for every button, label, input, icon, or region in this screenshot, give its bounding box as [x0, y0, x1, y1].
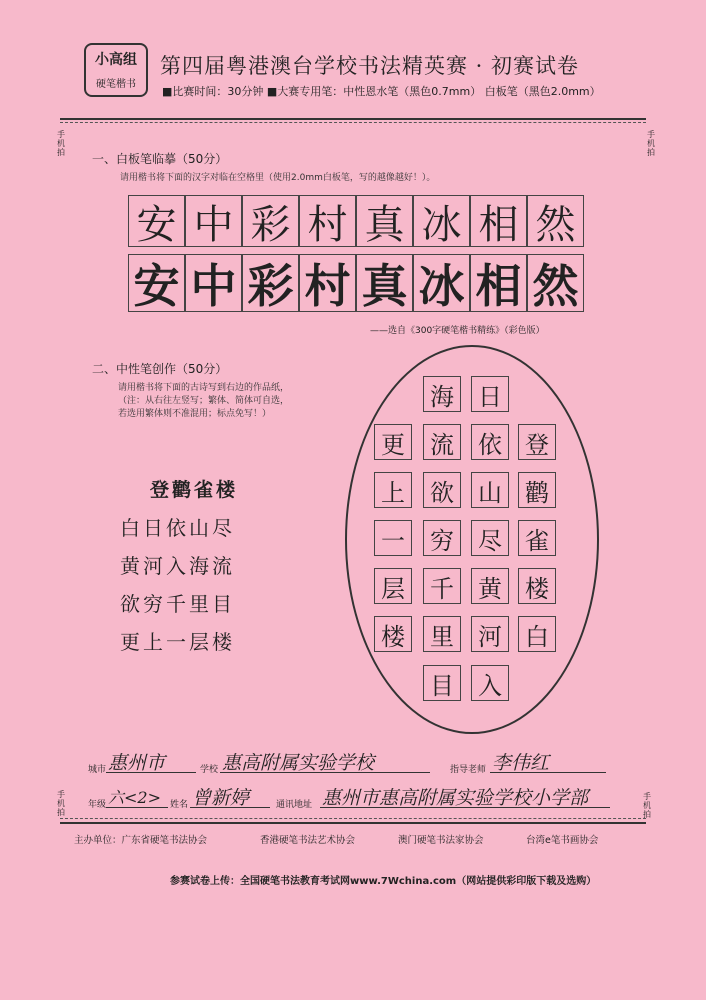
- grid-char: 雀: [518, 520, 556, 556]
- name-value: 曾新婷: [192, 787, 250, 809]
- header-rule-dashed: [60, 122, 646, 123]
- badge-group: 小高组: [95, 52, 137, 68]
- grid-char: 白: [518, 616, 556, 652]
- grid-char: 依: [471, 424, 509, 460]
- address-value: 惠州市惠高附属实验学校小学部: [322, 787, 589, 809]
- upload-note: 参赛试卷上传：全国硬笔书法教育考试网www.7Wchina.com（网站提供彩印版下载及选购）: [170, 876, 597, 887]
- grid-char: 楼: [374, 616, 412, 652]
- grid-char: 上: [374, 472, 412, 508]
- written-char: 村: [299, 254, 356, 312]
- teacher-underline: [490, 772, 606, 773]
- section2-instruction-line: 若选用繁体则不准混用；标点免写！）: [118, 409, 272, 419]
- model-char: 村: [299, 195, 356, 247]
- teacher-label: 指导老师: [450, 765, 487, 775]
- organizer: 香港硬笔书法艺术协会: [260, 835, 356, 846]
- poem-line: 欲穷千里目: [120, 592, 235, 616]
- model-char: 相: [470, 195, 527, 247]
- grid-char: 鹳: [518, 472, 556, 508]
- address-label: 通讯地址: [276, 800, 313, 810]
- written-char: 然: [527, 254, 584, 312]
- grid-char: 河: [471, 616, 509, 652]
- address-underline: [320, 807, 610, 808]
- written-char: 冰: [413, 254, 470, 312]
- grid-char: 千: [423, 568, 461, 604]
- grid-char: 流: [423, 424, 461, 460]
- poem-title: 登鹳雀楼: [150, 479, 239, 501]
- page-subtitle: ■比赛时间：30分钟 ■大赛专用笔：中性恩水笔（黑色0.7mm） 白板笔（黑色2.0mm）: [162, 85, 601, 98]
- side-mark-right-top: 手机拍: [647, 130, 655, 157]
- poem-line: 黄河入海流: [120, 554, 235, 578]
- group-badge: [84, 43, 148, 97]
- footer-rule-dashed: [60, 818, 646, 819]
- grid-char: 穷: [423, 520, 461, 556]
- footer-rule: [60, 822, 646, 824]
- grid-char: 海: [423, 376, 461, 412]
- organizer: 主办单位：广东省硬笔书法协会: [74, 835, 208, 846]
- grade-value: 六<2>: [108, 788, 161, 807]
- city-underline: [106, 772, 196, 773]
- written-char: 真: [356, 254, 413, 312]
- organizer: 台湾e笔书画协会: [526, 835, 599, 846]
- name-label: 姓名: [170, 800, 189, 810]
- model-char: 安: [128, 195, 185, 247]
- section2-instruction-line: 请用楷书将下面的古诗写到右边的作品纸，: [118, 383, 290, 393]
- model-char: 中: [185, 195, 242, 247]
- written-char: 相: [470, 254, 527, 312]
- section1-heading: 一、白板笔临摹（50分）: [92, 152, 228, 166]
- model-char: 冰: [413, 195, 470, 247]
- name-underline: [190, 807, 270, 808]
- poem-line: 白日依山尽: [120, 516, 235, 540]
- badge-style: 硬笔楷书: [96, 79, 136, 90]
- grid-char: 黄: [471, 568, 509, 604]
- grid-char: 里: [423, 616, 461, 652]
- grid-char: 日: [471, 376, 509, 412]
- header-rule: [60, 118, 646, 120]
- model-char: 真: [356, 195, 413, 247]
- grade-underline: [106, 807, 168, 808]
- section2-heading: 二、中性笔创作（50分）: [92, 362, 228, 376]
- model-char-row: [128, 195, 584, 247]
- grid-char: 楼: [518, 568, 556, 604]
- grid-char: 一: [374, 520, 412, 556]
- grid-char: 欲: [423, 472, 461, 508]
- school-underline: [220, 772, 430, 773]
- grid-char: 山: [471, 472, 509, 508]
- school-label: 学校: [200, 765, 219, 775]
- written-char: 彩: [242, 254, 299, 312]
- written-char-row: [128, 254, 584, 312]
- poem-line: 更上一层楼: [120, 630, 235, 654]
- page-title: 第四届粤港澳台学校书法精英赛 · 初赛试卷: [160, 54, 580, 78]
- written-char: 中: [185, 254, 242, 312]
- side-mark-left-bottom: 手机拍: [57, 790, 65, 817]
- grid-char: 更: [374, 424, 412, 460]
- school-value: 惠高附属实验学校: [222, 752, 375, 774]
- grid-char: 层: [374, 568, 412, 604]
- city-label: 城市: [88, 765, 107, 775]
- source-credit: ——选自《300字硬笔楷书精练》（彩色版）: [370, 326, 545, 336]
- model-char: 彩: [242, 195, 299, 247]
- side-mark-left-top: 手机拍: [57, 130, 65, 157]
- grid-char: 尽: [471, 520, 509, 556]
- grade-label: 年级: [88, 800, 107, 810]
- section2-instruction-line: （注：从右往左竖写；繁体、简体可自选，: [118, 396, 290, 406]
- section1-instruction: 请用楷书将下面的汉字对临在空格里（使用2.0mm白板笔，写的越像越好！）。: [120, 173, 436, 183]
- teacher-value: 李伟红: [492, 752, 550, 774]
- model-char: 然: [527, 195, 584, 247]
- grid-char: 目: [423, 665, 461, 701]
- grid-char: 入: [471, 665, 509, 701]
- written-char: 安: [128, 254, 185, 312]
- side-mark-right-bottom: 手机拍: [643, 792, 651, 819]
- grid-char: 登: [518, 424, 556, 460]
- organizer: 澳门硬笔书法家协会: [398, 835, 484, 846]
- city-value: 惠州市: [108, 752, 166, 774]
